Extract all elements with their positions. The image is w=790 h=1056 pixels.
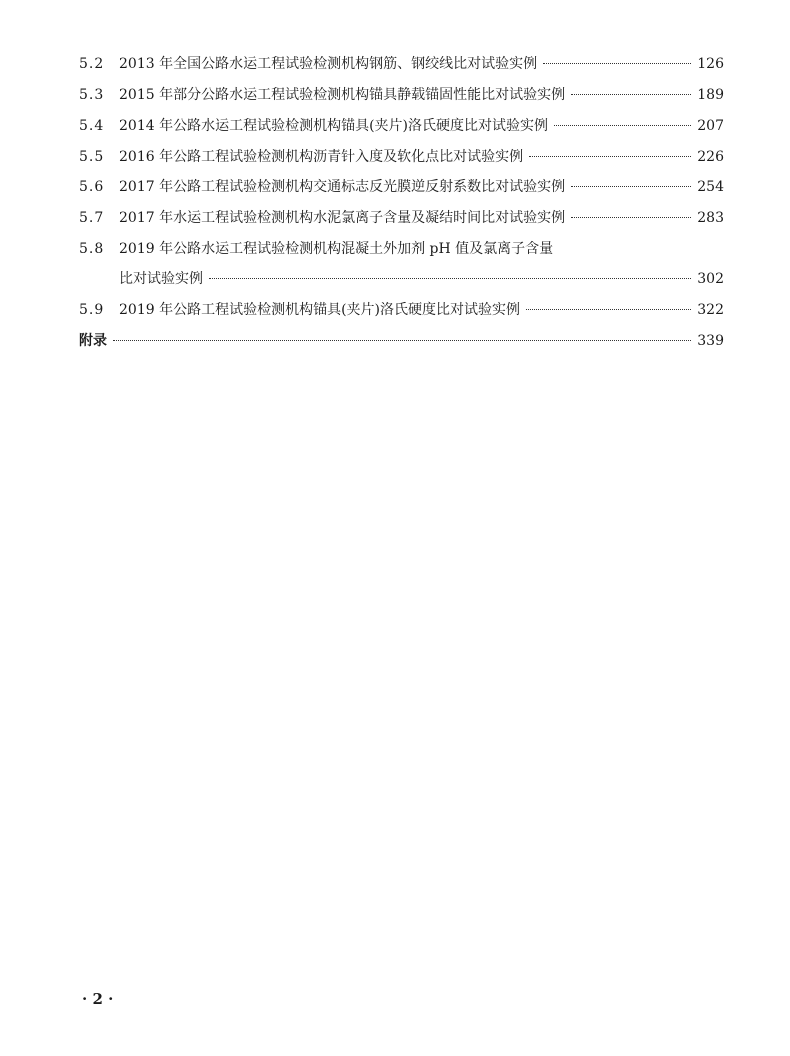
toc-entry-page: 189 — [697, 87, 724, 103]
toc-entry[interactable] — [79, 114, 724, 138]
toc-entry-number: 5.5 — [79, 149, 105, 165]
toc-entry-title: 2017 年公路工程试验检测机构交通标志反光膜逆反射系数比对试验实例 — [119, 179, 566, 195]
toc-entry[interactable] — [79, 83, 724, 107]
toc-entry-first-line[interactable] — [79, 237, 553, 261]
toc-entry-title: 2019 年公路水运工程试验检测机构混凝土外加剂 pH 值及氯离子含量 — [119, 241, 554, 257]
toc-entry-number: 5.3 — [79, 87, 105, 103]
toc-entry-page: 254 — [697, 179, 724, 195]
toc-entry-title: 2013 年全国公路水运工程试验检测机构钢筋、钢绞线比对试验实例 — [119, 56, 538, 72]
toc-entry-number: 5.6 — [79, 179, 105, 195]
toc-entry-continuation[interactable] — [119, 267, 724, 291]
toc-appendix[interactable] — [79, 329, 724, 353]
toc-entry-title: 2014 年公路水运工程试验检测机构锚具(夹片)洛氏硬度比对试验实例 — [119, 118, 549, 134]
toc-appendix-title: 附录 — [79, 333, 107, 349]
dot-leader — [529, 156, 691, 157]
toc-entry-page: 126 — [697, 56, 724, 72]
toc-entry-title: 2016 年公路工程试验检测机构沥青针入度及软化点比对试验实例 — [119, 149, 524, 165]
page-number: · 2 · — [82, 990, 114, 1008]
toc-entry[interactable] — [79, 206, 724, 230]
toc-entry-title: 2017 年水运工程试验检测机构水泥氯离子含量及凝结时间比对试验实例 — [119, 210, 566, 226]
toc-entry-page: 226 — [697, 149, 724, 165]
toc-entry-page: 283 — [697, 210, 724, 226]
toc-entry-title: 2019 年公路工程试验检测机构锚具(夹片)洛氏硬度比对试验实例 — [119, 302, 521, 318]
dot-leader — [571, 217, 691, 218]
toc-entry-page: 322 — [697, 302, 724, 318]
dot-leader — [526, 309, 691, 310]
dot-leader — [554, 125, 691, 126]
dot-leader — [571, 186, 691, 187]
toc-entry[interactable] — [79, 298, 724, 322]
toc-entry[interactable] — [79, 175, 724, 199]
toc-entry-number: 5.9 — [79, 302, 105, 318]
dot-leader — [543, 63, 691, 64]
toc-appendix-page: 339 — [697, 333, 724, 349]
toc-entry-page: 207 — [697, 118, 724, 134]
toc-entry[interactable] — [79, 52, 724, 76]
toc-entry-number: 5.8 — [79, 241, 105, 257]
toc-entry-number: 5.4 — [79, 118, 105, 134]
toc-entry[interactable] — [79, 145, 724, 169]
dot-leader — [209, 278, 691, 279]
toc-entry-number: 5.7 — [79, 210, 105, 226]
toc-entry-title: 2015 年部分公路水运工程试验检测机构锚具静载锚固性能比对试验实例 — [119, 87, 566, 103]
toc-entry-page: 302 — [697, 271, 724, 287]
dot-leader — [113, 340, 691, 341]
toc-entry-number: 5.2 — [79, 56, 105, 72]
toc-entry-title-continued: 比对试验实例 — [119, 271, 203, 287]
dot-leader — [571, 94, 691, 95]
